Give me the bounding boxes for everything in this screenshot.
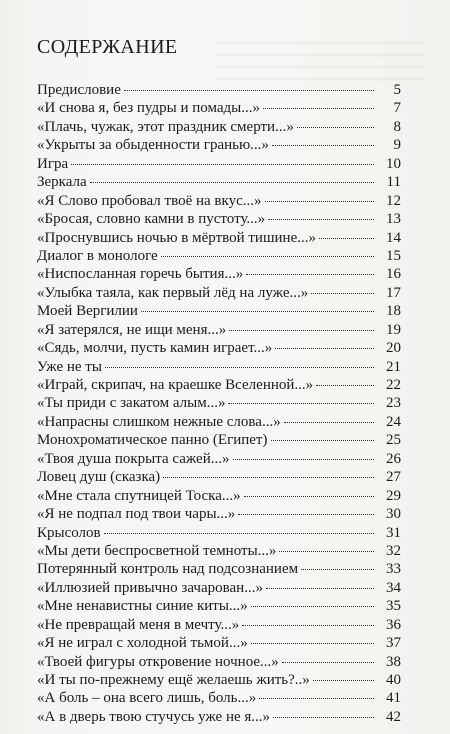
- toc-entry-page-number: 14: [386, 229, 401, 246]
- dot-leader: [238, 514, 374, 515]
- toc-entry-title: «Я Слово пробовал твоё на вкус...»: [37, 192, 262, 209]
- dot-leader: [228, 403, 374, 404]
- toc-entry: [37, 321, 401, 339]
- toc-entry-page-number: 30: [386, 506, 401, 523]
- toc-entry-page-number: 22: [386, 377, 401, 393]
- toc-entry-title: «Укрыты за обыденности гранью...»: [37, 137, 269, 154]
- dot-leader: [279, 551, 374, 552]
- toc-entry-title: «И ты по-прежнему ещё желаешь жить?..»: [37, 672, 310, 688]
- toc-entry-page-number: 18: [386, 303, 401, 320]
- dot-leader: [163, 477, 374, 478]
- dot-leader: [233, 459, 375, 460]
- toc-entry: [37, 247, 401, 265]
- toc-entry: [37, 413, 401, 431]
- toc-entry-title: «И снова я, без пудры и помады...»: [37, 100, 260, 117]
- dot-leader: [251, 643, 374, 644]
- toc-entry-page-number: 8: [393, 118, 401, 135]
- toc-entry-page-number: 29: [386, 487, 401, 504]
- toc-entry-page-number: 9: [393, 137, 401, 154]
- toc-entry-title: Зеркала: [37, 174, 87, 191]
- toc-entry-title: «Играй, скрипач, на краешке Вселенной...»: [37, 377, 314, 393]
- toc-entry-title: «Я затерялся, не ищи меня...»: [37, 321, 227, 338]
- toc-entry: [37, 81, 401, 99]
- toc-heading: СОДЕРЖАНИЕ: [37, 36, 178, 58]
- dot-leader: [141, 311, 374, 312]
- dot-leader: [319, 238, 374, 239]
- dot-leader: [265, 201, 375, 202]
- dot-leader: [246, 274, 374, 275]
- toc-entry: [37, 173, 401, 191]
- toc-entry: [37, 579, 401, 597]
- toc-list: [37, 81, 401, 726]
- dot-leader: [272, 145, 374, 146]
- toc-entry: [37, 597, 401, 615]
- toc-entry-page-number: 27: [386, 469, 401, 486]
- dot-leader: [259, 698, 374, 699]
- toc-entry: [37, 505, 401, 523]
- toc-entry-title: «Я не подпал под твои чары...»: [37, 506, 236, 523]
- toc-entry: [37, 468, 401, 486]
- toc-entry-title: Игра: [37, 155, 69, 172]
- dot-leader: [266, 588, 374, 589]
- dot-leader: [242, 625, 374, 626]
- toc-entry-page-number: 35: [386, 598, 401, 615]
- toc-entry: [37, 339, 401, 357]
- dot-leader: [311, 293, 374, 294]
- toc-entry: [37, 265, 401, 283]
- toc-entry: [37, 542, 401, 560]
- toc-entry: [37, 634, 401, 652]
- toc-entry-title: «Проснувшись ночью в мёртвой тишине...»: [37, 229, 316, 246]
- dot-leader: [229, 330, 374, 331]
- toc-entry-title: «Улыбка таяла, как первый лёд на луже...»: [37, 284, 309, 301]
- toc-entry-title: «Сядь, молчи, пусть камин играет...»: [37, 340, 273, 357]
- toc-entry-title: Монохроматическое панно (Египет): [37, 432, 268, 449]
- toc-entry: [37, 560, 401, 578]
- toc-entry-page-number: 12: [386, 192, 401, 209]
- dot-leader: [301, 569, 374, 570]
- dot-leader: [268, 219, 374, 220]
- dot-leader: [271, 440, 375, 441]
- toc-entry: [37, 616, 401, 634]
- toc-entry: [37, 524, 401, 542]
- toc-entry-title: Предисловие: [37, 82, 121, 98]
- toc-entry: [37, 99, 401, 117]
- toc-entry: [37, 210, 401, 228]
- toc-entry-page-number: 13: [386, 211, 401, 228]
- toc-entry-title: Потерянный контроль над подсознанием: [37, 561, 299, 578]
- toc-entry-title: «Бросая, словно камни в пустоту...»: [37, 211, 266, 228]
- toc-entry-title: «Плачь, чужак, этот праздник смерти...»: [37, 118, 294, 135]
- toc-entry-page-number: 34: [386, 579, 401, 596]
- toc-entry-page-number: 24: [386, 413, 401, 430]
- toc-entry-page-number: 15: [386, 247, 401, 264]
- toc-entry-page-number: 10: [386, 155, 401, 172]
- toc-entry-page-number: 16: [386, 266, 401, 283]
- dot-leader: [124, 90, 374, 91]
- toc-entry-page-number: 20: [386, 340, 401, 357]
- toc-entry: [37, 284, 401, 302]
- toc-entry-page-number: 41: [386, 690, 401, 707]
- toc-entry: [37, 653, 401, 671]
- toc-entry-page-number: 32: [386, 542, 401, 559]
- dot-leader: [104, 533, 374, 534]
- toc-entry-title: «Я не играл с холодной тьмой...»: [37, 635, 248, 652]
- toc-entry-title: Моей Вергилии: [37, 303, 138, 320]
- toc-entry-page-number: 25: [386, 432, 401, 449]
- toc-entry-title: «Напрасны слишком нежные слова...»: [37, 413, 281, 430]
- toc-entry-title: Ловец душ (сказка): [37, 469, 161, 486]
- toc-entry-title: «Ниспосланная горечь бытия...»: [37, 266, 244, 283]
- toc-entry: [37, 118, 401, 136]
- toc-entry-page-number: 40: [386, 672, 401, 688]
- toc-entry: [37, 689, 401, 707]
- toc-entry: [37, 376, 401, 394]
- toc-entry: [37, 192, 401, 210]
- toc-entry: [37, 487, 401, 505]
- toc-entry: [37, 671, 401, 689]
- dot-leader: [313, 680, 374, 681]
- toc-entry-page-number: 11: [386, 174, 401, 191]
- toc-entry-page-number: 26: [386, 450, 401, 467]
- toc-entry-title: «А боль – она всего лишь, боль...»: [37, 690, 257, 707]
- toc-entry-title: Крысолов: [37, 524, 101, 541]
- dot-leader: [275, 348, 374, 349]
- toc-entry-title: «Твоя душа покрыта сажей...»: [37, 450, 230, 467]
- toc-entry-title: Уже не ты: [37, 358, 102, 375]
- dot-leader: [244, 496, 374, 497]
- toc-entry: [37, 302, 401, 320]
- toc-entry: [37, 155, 401, 173]
- toc-entry-page-number: 38: [386, 653, 401, 670]
- dot-leader: [251, 606, 374, 607]
- dot-leader: [71, 164, 374, 165]
- toc-entry-title: «Не превращай меня в мечту...»: [37, 616, 240, 633]
- toc-entry-page-number: 17: [386, 284, 401, 301]
- toc-entry: [37, 358, 401, 376]
- toc-entry-page-number: 19: [386, 321, 401, 338]
- toc-entry-title: «Мне ненавистны синие киты...»: [37, 598, 248, 615]
- dot-leader: [284, 422, 374, 423]
- toc-entry-page-number: 37: [386, 635, 401, 652]
- toc-entry-page-number: 33: [386, 561, 401, 578]
- dot-leader: [263, 108, 374, 109]
- dot-leader: [316, 385, 374, 386]
- toc-entry: [37, 136, 401, 154]
- toc-entry: [37, 708, 401, 726]
- dot-leader: [297, 127, 374, 128]
- toc-entry-page-number: 31: [386, 524, 401, 541]
- dot-leader: [105, 367, 374, 368]
- toc-entry-page-number: 7: [393, 100, 401, 117]
- dot-leader: [273, 717, 374, 718]
- dot-leader: [282, 662, 374, 663]
- dot-leader: [90, 182, 374, 183]
- toc-entry-title: «А в дверь твою стучусь уже не я...»: [37, 708, 271, 725]
- toc-entry-page-number: 23: [386, 395, 401, 412]
- toc-entry-title: «Твоей фигуры откровение ночное...»: [37, 653, 279, 670]
- toc-entry-title: «Мы дети беспросветной темноты...»: [37, 542, 277, 559]
- toc-entry-title: Диалог в монологе: [37, 247, 158, 264]
- toc-entry-page-number: 5: [393, 82, 401, 98]
- toc-entry-page-number: 36: [386, 616, 401, 633]
- toc-entry: [37, 229, 401, 247]
- toc-entry-title: «Ты приди с закатом алым...»: [37, 395, 226, 412]
- toc-entry-page-number: 21: [386, 358, 401, 375]
- toc-entry: [37, 394, 401, 412]
- toc-entry-page-number: 42: [386, 708, 401, 725]
- toc-entry-title: «Мне стала спутницей Тоска...»: [37, 487, 241, 504]
- toc-entry: [37, 450, 401, 468]
- dot-leader: [161, 256, 374, 257]
- toc-entry-title: «Иллюзией привычно зачарован...»: [37, 579, 263, 596]
- toc-entry: [37, 431, 401, 449]
